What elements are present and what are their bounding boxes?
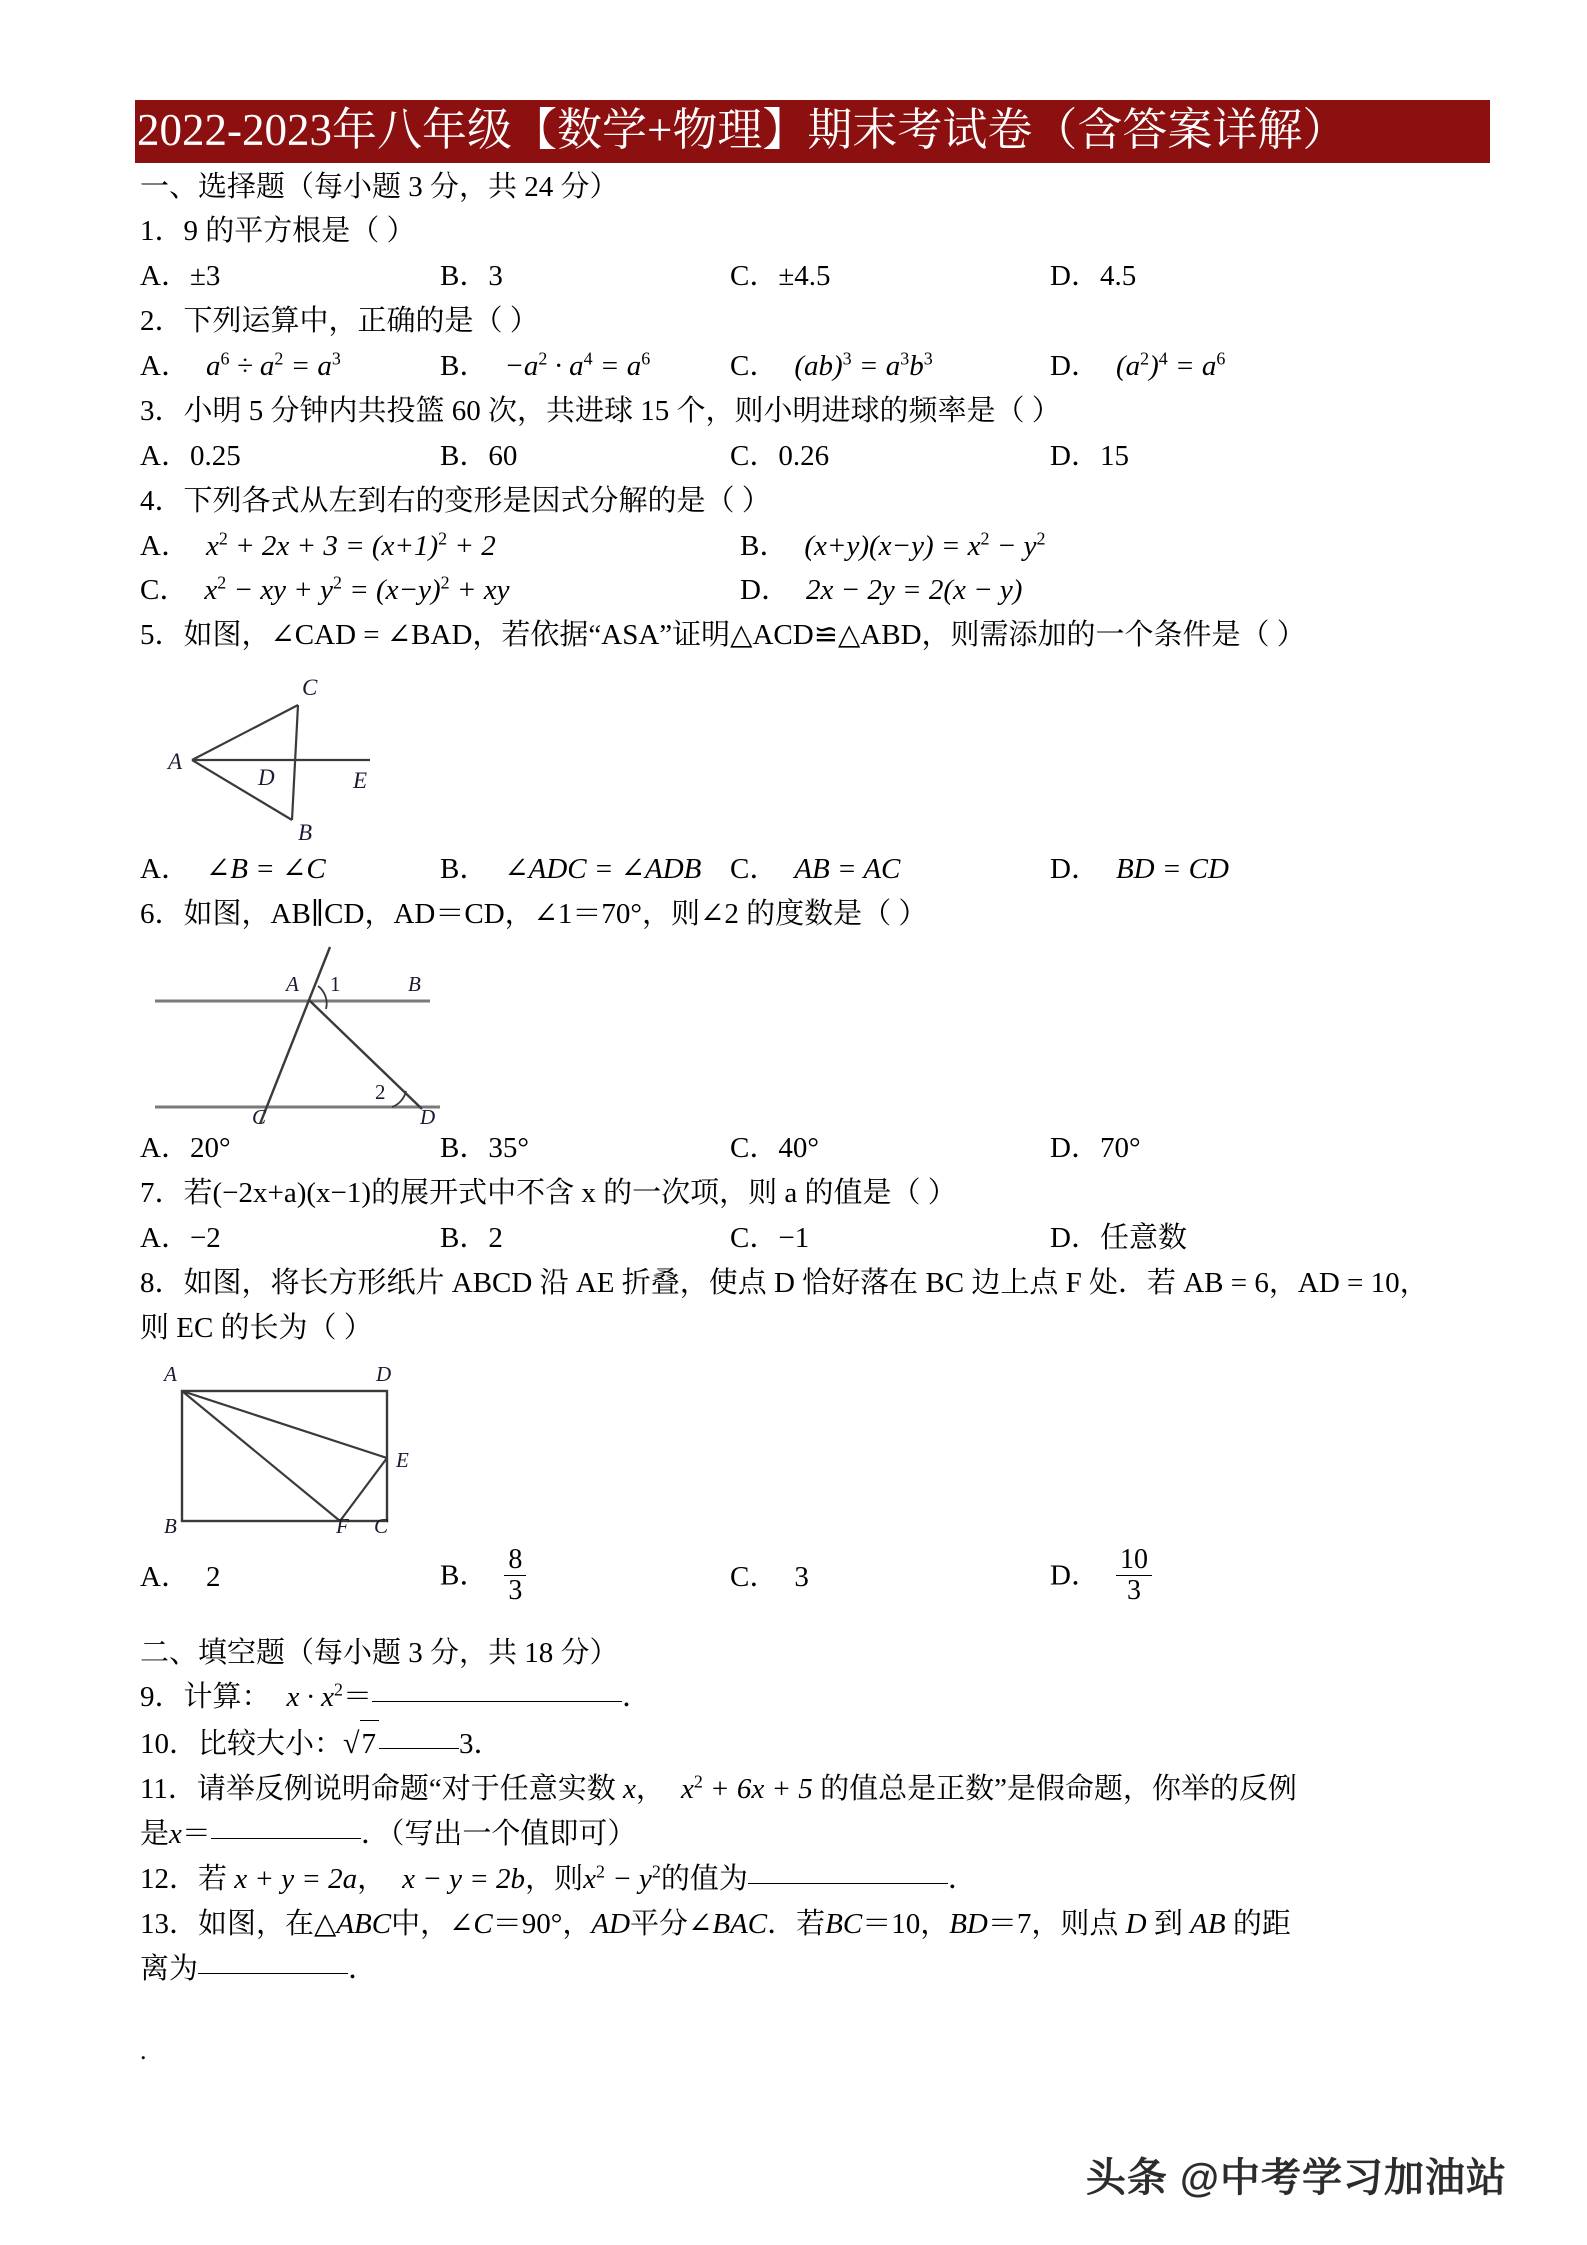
option-d[interactable]: D． BD = CD <box>1050 853 1229 886</box>
svg-text:B: B <box>298 820 313 846</box>
svg-text:C: C <box>252 1105 267 1125</box>
option-b[interactable]: B．35° <box>440 1132 529 1165</box>
option-c[interactable]: C．−1 <box>730 1222 810 1255</box>
question-11-line2 <box>140 1812 1490 1857</box>
fraction <box>504 1545 526 1606</box>
q13-text-li: 离为 <box>140 1953 199 1986</box>
question-5-figure <box>140 660 1490 845</box>
segment-bd: BD <box>949 1908 988 1941</box>
option-a[interactable]: A．−2 <box>140 1222 221 1255</box>
option-a-label: A． <box>140 1561 190 1594</box>
option-b-label: B． <box>440 1559 489 1592</box>
option-a[interactable]: A． $x^2 + 2x + 3 = (x+1)^2 + 2$ <box>140 527 496 562</box>
option-d[interactable]: D．70° <box>1050 1132 1141 1165</box>
question-11-note: ．（写出一个值即可） <box>360 1818 637 1851</box>
question-8-stem-line2: 则 EC 的长为（ ） <box>140 1311 373 1344</box>
option-d[interactable]: D．15 <box>1050 439 1129 472</box>
separator-1: ， <box>357 1863 387 1896</box>
question-9-label: 9．计算： <box>140 1680 271 1713</box>
option-a[interactable]: A． $a^6 \div a^2 = a^3$ <box>140 348 341 382</box>
answer-blank[interactable] <box>372 1700 622 1702</box>
angle-bac: BAC <box>712 1908 768 1941</box>
segment-bc: BC <box>825 1908 863 1941</box>
option-b[interactable]: B．60 <box>440 439 518 472</box>
fraction <box>1116 1545 1152 1606</box>
question-4-stem: 4．下列各式从左到右的变形是因式分解的是（ ） <box>140 484 771 517</box>
question-1-stem: 1．9 的平方根是（ ） <box>140 214 416 247</box>
option-a[interactable]: A．0.25 <box>140 439 241 472</box>
option-b[interactable]: B． ∠ADC = ∠ADB <box>440 853 702 886</box>
option-b[interactable]: B． $-a^2 \cdot a^4 = a^6$ <box>440 348 651 382</box>
question-7-options <box>140 1216 1460 1261</box>
answer-blank[interactable] <box>211 1837 361 1839</box>
variable-x: x <box>169 1818 182 1851</box>
question-9: 9．计算： $x \cdot x^2=$ ． <box>140 1679 652 1713</box>
variable-x: x <box>623 1773 636 1806</box>
question-12-text-b: 的值为 <box>660 1863 748 1896</box>
q13-text-f: ＝10， <box>862 1908 950 1941</box>
option-a[interactable]: A． ∠B = ∠C <box>140 853 326 886</box>
option-d[interactable]: D．4.5 <box>1050 259 1137 292</box>
period: ． <box>348 1953 378 1986</box>
svg-text:A: A <box>164 1361 177 1386</box>
question-6-stem: 6．如图，AB∥CD，AD＝CD，∠1＝70°，则∠2 的度数是（ ） <box>140 898 928 931</box>
option-b[interactable]: B．3 <box>440 259 503 292</box>
question-11-line1: 11．请举反例说明命题“对于任意实数 x， $x^2 + 6x + 5$ 的值总是正数”是假命题，你举的反例 <box>140 1771 1297 1806</box>
option-d[interactable] <box>1050 1544 1350 1608</box>
question-5-stem: 5．如图，∠CAD = ∠BAD，若依据“ASA”证明△ACD≌△ABD，则需添加的一个条件是（ ） <box>140 619 1306 652</box>
fraction-numerator: 10 <box>1119 1544 1148 1576</box>
q13-text-c: ＝90°， <box>492 1908 592 1941</box>
option-c[interactable]: C．0.26 <box>730 439 830 472</box>
q13-text-e: ．若 <box>767 1908 826 1941</box>
question-3-options <box>140 434 1460 479</box>
answer-blank[interactable] <box>198 1972 348 1974</box>
question-6-figure <box>140 939 1490 1124</box>
option-c-value: 3 <box>794 1561 809 1594</box>
question-1-options <box>140 254 1460 299</box>
svg-text:E: E <box>396 1447 409 1472</box>
svg-text:D: D <box>258 765 275 791</box>
svg-text:F: F <box>336 1513 349 1533</box>
option-b-label: B． <box>440 853 489 886</box>
option-c[interactable]: C． $x^2$ − xy + $y^2 = (x-y)^2$ + xy <box>140 572 510 607</box>
option-a[interactable]: A．±3 <box>140 259 221 292</box>
question-10-label: 10．比较大小： <box>140 1727 344 1760</box>
segment-ad: AD <box>591 1908 631 1941</box>
option-a-label: A． <box>140 853 190 886</box>
option-b[interactable] <box>440 1544 730 1608</box>
svg-text:C: C <box>302 675 318 701</box>
equals-sign: ＝ <box>181 1818 211 1851</box>
radicand: 7 <box>360 1720 379 1767</box>
option-b-label: B． <box>740 529 789 562</box>
answer-blank[interactable] <box>379 1747 459 1749</box>
option-d-label: D． <box>1050 853 1100 886</box>
option-a-value: 2 <box>205 1561 221 1594</box>
question-8-figure <box>140 1353 1490 1533</box>
page-title: 2022-2023年八年级【数学+物理】期末考试卷（含答案详解） <box>135 100 1490 163</box>
point-c: C <box>473 1908 493 1941</box>
option-a[interactable]: A．20° <box>140 1132 231 1165</box>
option-a-label: A． <box>140 349 190 382</box>
question-4-options-row1 <box>140 524 1460 569</box>
question-11-text-shi: 是 <box>140 1818 170 1851</box>
question-11-text-c: 的值总是正数”是假命题，你举的反例 <box>812 1773 1297 1806</box>
segment-ab: AB <box>1190 1908 1226 1941</box>
question-6-options <box>140 1126 1460 1171</box>
svg-text:D: D <box>376 1361 392 1386</box>
svg-text:D: D <box>420 1105 436 1125</box>
option-b[interactable]: B． $(x+y)(x-y) = x^2 - y^2$ <box>740 527 1046 562</box>
svg-text:B: B <box>408 972 421 997</box>
option-d[interactable]: D． $(a^2)^4 = a^6$ <box>1050 348 1226 382</box>
question-13-line1 <box>140 1902 1490 1947</box>
q13-text-d: 平分∠ <box>630 1908 713 1941</box>
question-11-comma: ， <box>635 1773 665 1806</box>
option-d[interactable]: D．任意数 <box>1050 1222 1187 1255</box>
question-3-stem: 3．小明 5 分钟内共投篮 60 次，共进球 15 个，则小明进球的频率是（ ） <box>140 394 1061 427</box>
option-d-label: D． <box>740 574 790 607</box>
period: ． <box>947 1863 977 1896</box>
svg-text:C: C <box>374 1513 389 1533</box>
question-2-stem: 2．下列运算中，正确的是（ ） <box>140 304 539 337</box>
option-d-label: D． <box>1050 1559 1100 1592</box>
comparison-value: 3． <box>458 1727 503 1760</box>
q13-text-b: 中，∠ <box>391 1908 474 1941</box>
option-b-label: B． <box>440 349 489 382</box>
option-c[interactable] <box>730 1555 1050 1600</box>
separator-2: ，则 <box>525 1863 584 1896</box>
q13-text-a: 13．如图，在△ <box>140 1908 337 1941</box>
option-a-label: A． <box>140 529 190 562</box>
point-d: D <box>1125 1908 1147 1941</box>
q13-text-i: 的距 <box>1225 1908 1291 1941</box>
option-c-label: C． <box>140 574 189 607</box>
option-d-label: D． <box>1050 349 1100 382</box>
question-7-stem: 7．若(−2x+a)(x−1)的展开式中不含 x 的一次项，则 a 的值是（ ） <box>140 1177 957 1210</box>
question-10: 10．比较大小：√7 3． <box>140 1720 1490 1768</box>
option-a[interactable] <box>140 1555 440 1600</box>
equals-sign: ＝ <box>343 1680 373 1713</box>
q13-text-g: ＝7，则点 <box>987 1908 1126 1941</box>
period: ． <box>622 1680 652 1713</box>
question-2-options <box>140 344 1460 389</box>
question-5-options <box>140 847 1460 892</box>
svg-text:1: 1 <box>330 972 341 997</box>
fill-section-heading: 二、填空题（每小题 3 分，共 18 分） <box>140 1636 619 1669</box>
option-b[interactable]: B．2 <box>440 1222 503 1255</box>
fraction-numerator: 8 <box>508 1544 523 1576</box>
svg-text:E: E <box>353 768 368 794</box>
choice-section-heading: 一、选择题（每小题 3 分，共 24 分） <box>140 170 619 203</box>
option-c[interactable]: C． $(ab)^3 = a^3b^3$ <box>730 348 933 382</box>
fraction-denominator: 3 <box>504 1575 526 1606</box>
question-8-stem-line1: 8．如图，将长方形纸片 ABCD 沿 AE 折叠，使点 D 恰好落在 BC 边上点 F 处．若 AB = 6，AD = 10， <box>140 1267 1429 1300</box>
question-12: 12．若 x + y = 2a， x − y = 2b，则$x^2 - y^2$的值为 ． <box>140 1861 977 1896</box>
question-4-options-row2 <box>140 568 1460 613</box>
document-body <box>137 100 1490 1992</box>
triangle-abc: ABC <box>336 1908 392 1941</box>
svg-text:A: A <box>168 749 183 775</box>
svg-text:A: A <box>286 972 299 997</box>
question-12-label: 12．若 <box>140 1863 235 1896</box>
option-c-label: C． <box>730 853 779 886</box>
option-c[interactable]: C．±4.5 <box>730 259 831 292</box>
question-8-options <box>140 1535 1460 1621</box>
option-c[interactable]: C．40° <box>730 1132 819 1165</box>
answer-blank[interactable] <box>748 1882 948 1884</box>
stray-mark: . <box>140 2036 147 2065</box>
svg-text:2: 2 <box>375 1080 386 1105</box>
question-13-line2 <box>140 1947 1490 1992</box>
option-d[interactable]: D． 2x − 2y = 2(x − y) <box>740 574 1023 607</box>
svg-text:B: B <box>164 1513 177 1533</box>
option-c-label: C． <box>730 1561 779 1594</box>
question-11-text-a: 11．请举反例说明命题“对于任意实数 <box>140 1773 624 1806</box>
q13-text-h: 到 <box>1146 1908 1191 1941</box>
option-c-label: C． <box>730 349 779 382</box>
watermark: 头条 @中考学习加油站 <box>1085 2156 1507 2200</box>
option-c[interactable]: C． AB = AC <box>730 853 901 886</box>
fraction-denominator: 3 <box>1116 1575 1152 1606</box>
